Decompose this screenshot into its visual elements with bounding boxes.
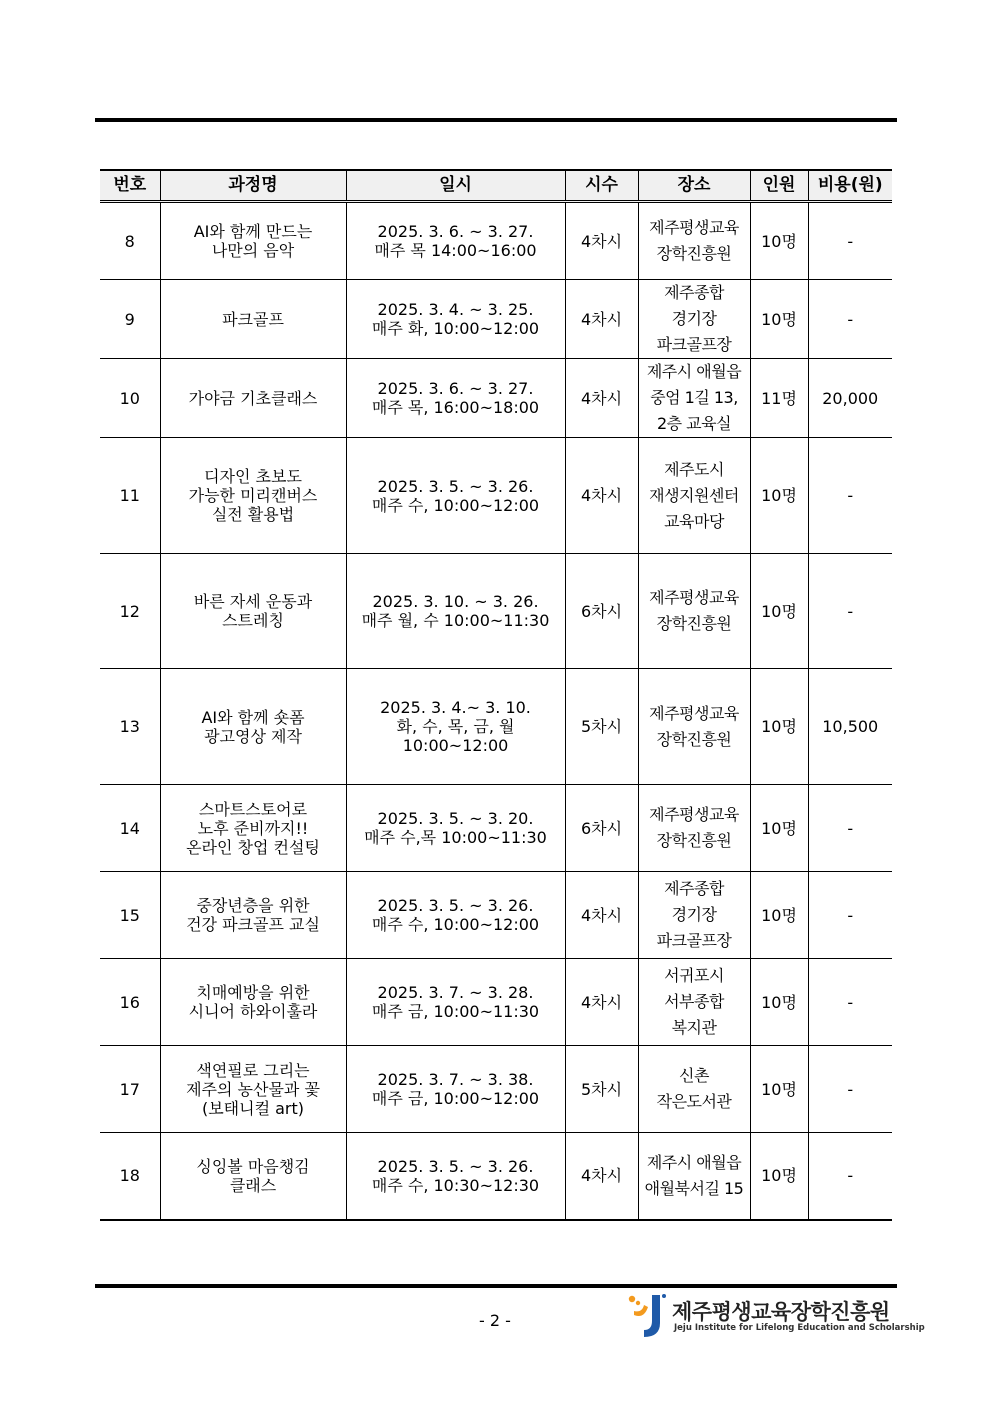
cell-place: [638, 959, 750, 1046]
header-place: 장소: [638, 170, 750, 202]
cell-course-name-lines: [164, 983, 343, 1021]
cell-capacity: 10명: [750, 785, 808, 872]
cell-schedule: [346, 359, 565, 438]
cell-place-line: 작은도서관: [656, 1092, 732, 1111]
cell-course-name-line: 시니어 하와이훌라: [188, 1002, 318, 1021]
cell-cost: -: [808, 959, 892, 1046]
cell-place-line: 서부종합: [664, 992, 724, 1011]
cell-course-name-line: 색연필로 그리는: [196, 1060, 310, 1080]
cell-schedule-line: 매주 금, 10:00~11:30: [371, 1002, 540, 1021]
cell-course-name-lines: [164, 310, 343, 329]
cell-place-line: 제주종합: [664, 879, 724, 898]
cell-schedule-line: 매주 월, 수 10:00~11:30: [361, 611, 550, 630]
cell-schedule: [346, 1046, 565, 1133]
cell-place: [638, 669, 750, 785]
cell-place-lines: [642, 802, 747, 854]
cell-capacity: 10명: [750, 669, 808, 785]
cell-course-name-line: 광고영상 제작: [204, 726, 302, 746]
cell-course-name-line: 가능한 미리캔버스: [188, 486, 318, 505]
cell-place-lines: [642, 1063, 747, 1115]
cell-capacity: 10명: [750, 280, 808, 359]
cell-schedule-line: 매주 목 14:00~16:00: [374, 241, 537, 260]
cell-course-name: [160, 1133, 346, 1220]
cell-number: 12: [100, 554, 160, 669]
cell-course-name: [160, 438, 346, 554]
cell-course-name-line: 디자인 초보도: [204, 467, 302, 486]
cell-schedule: [346, 280, 565, 359]
cell-course-name-line: 바른 자세 운동과: [193, 592, 313, 611]
cell-place-line: 장학진흥원: [656, 614, 732, 633]
table-row: [100, 959, 892, 1046]
cell-course-name-line: 노후 준비까지!!: [197, 818, 309, 838]
cell-capacity: 10명: [750, 1046, 808, 1133]
cell-place-line: 장학진흥원: [656, 831, 732, 850]
cell-hours: 4차시: [565, 959, 638, 1046]
cell-place-line: 중엄 1길 13,: [650, 388, 738, 407]
cell-hours: 4차시: [565, 359, 638, 438]
cell-schedule-lines: [350, 379, 562, 417]
cell-place: [638, 359, 750, 438]
bottom-rule: [95, 1284, 897, 1288]
cell-capacity: 10명: [750, 438, 808, 554]
cell-schedule-lines: [350, 983, 562, 1021]
cell-place: [638, 1133, 750, 1220]
cell-course-name-line: 건강 파크골프 교실: [186, 915, 320, 934]
cell-schedule-line: 매주 수, 10:00~12:00: [371, 495, 540, 515]
cell-place-line: 제주도시: [664, 459, 724, 479]
cell-course-name-lines: [164, 1157, 343, 1195]
cell-course-name-line: 실전 활용법: [211, 505, 295, 524]
cell-course-name-line: 온라인 창업 컨설팅: [186, 837, 320, 857]
cell-hours: 4차시: [565, 438, 638, 554]
cell-place-line: 교육마당: [664, 511, 724, 531]
cell-schedule-line: 2025. 3. 5. ~ 3. 26.: [377, 896, 534, 915]
cell-course-name-lines: [164, 592, 343, 630]
cell-cost: -: [808, 554, 892, 669]
cell-schedule-line: 2025. 3. 4.~ 3. 10.: [380, 698, 531, 717]
header-capacity: 인원: [750, 170, 808, 202]
table-row: [100, 280, 892, 359]
table-row: [100, 202, 892, 280]
cell-course-name-line: 중장년층을 위한: [196, 896, 310, 915]
page-number: - 2 -: [479, 1311, 511, 1330]
cell-course-name-line: 가야금 기초클래스: [188, 388, 318, 408]
cell-cost: 10,500: [808, 669, 892, 785]
cell-cost: -: [808, 438, 892, 554]
cell-place-line: 신촌: [679, 1066, 709, 1085]
cell-capacity: 10명: [750, 872, 808, 959]
cell-capacity: 10명: [750, 1133, 808, 1220]
cell-course-name: [160, 872, 346, 959]
cell-place-line: 복지관: [671, 1018, 717, 1037]
cell-schedule-line: 매주 수,목 10:00~11:30: [364, 828, 547, 847]
cell-place: [638, 872, 750, 959]
cell-schedule-line: 2025. 3. 6. ~ 3. 27.: [377, 379, 534, 398]
cell-course-name-lines: [164, 1061, 343, 1118]
cell-course-name-line: 파크골프: [222, 309, 284, 329]
cell-schedule: [346, 554, 565, 669]
cell-course-name: [160, 959, 346, 1046]
cell-number: 9: [100, 280, 160, 359]
cell-hours: 6차시: [565, 785, 638, 872]
cell-place-line: 경기장: [671, 905, 717, 924]
cell-schedule: [346, 669, 565, 785]
table-row: [100, 554, 892, 669]
cell-hours: 5차시: [565, 669, 638, 785]
cell-schedule-line: 2025. 3. 10. ~ 3. 26.: [372, 592, 539, 611]
table-row: [100, 669, 892, 785]
cell-course-name: [160, 554, 346, 669]
cell-place-line: 파크골프장: [656, 931, 732, 950]
cell-schedule-lines: [350, 592, 562, 630]
cell-cost: 20,000: [808, 359, 892, 438]
cell-number: 18: [100, 1133, 160, 1220]
cell-number: 16: [100, 959, 160, 1046]
cell-number: 15: [100, 872, 160, 959]
cell-place-line: 제주평생교육: [649, 218, 739, 237]
cell-course-name-lines: [164, 222, 343, 260]
cell-schedule-line: 2025. 3. 5. ~ 3. 20.: [377, 809, 534, 828]
cell-schedule-lines: [350, 222, 562, 260]
cell-course-name-lines: [164, 896, 343, 934]
cell-schedule-lines: [350, 896, 562, 934]
cell-place-line: 파크골프장: [656, 335, 732, 354]
cell-schedule-line: 2025. 3. 5. ~ 3. 26.: [377, 476, 534, 496]
cell-place-line: 제주시 애월읍: [646, 362, 742, 381]
cell-place: [638, 438, 750, 554]
header-number: 번호: [100, 170, 160, 202]
header-schedule: 일시: [346, 170, 565, 202]
cell-number: 8: [100, 202, 160, 280]
cell-course-name: [160, 1046, 346, 1133]
cell-place-line: 제주평생교육: [649, 805, 739, 824]
cell-schedule: [346, 959, 565, 1046]
cell-cost: -: [808, 1133, 892, 1220]
cell-schedule: [346, 438, 565, 554]
cell-schedule-line: 매주 수, 10:30~12:30: [371, 1175, 540, 1195]
table-row: [100, 1133, 892, 1220]
cell-schedule-lines: [350, 300, 562, 338]
cell-place-line: 애월북서길 15: [644, 1178, 744, 1198]
jeju-institute-logo-icon: [626, 1293, 668, 1339]
cell-course-name-line: (보태니컬 art): [201, 1098, 305, 1118]
cell-schedule-line: 2025. 3. 5. ~ 3. 26.: [377, 1156, 534, 1176]
cell-number: 11: [100, 438, 160, 554]
institute-name-english: Jeju Institute for Lifelong Education and Scholarship: [674, 1323, 925, 1333]
cell-number: 13: [100, 669, 160, 785]
cell-capacity: 10명: [750, 202, 808, 280]
cell-schedule: [346, 202, 565, 280]
cell-place-line: 경기장: [671, 309, 717, 328]
cell-schedule-line: 매주 수, 10:00~12:00: [371, 915, 540, 934]
cell-place: [638, 554, 750, 669]
cell-schedule-line: 2025. 3. 4. ~ 3. 25.: [377, 300, 534, 319]
cell-schedule-lines: [350, 809, 562, 847]
cell-number: 17: [100, 1046, 160, 1133]
cell-cost: -: [808, 280, 892, 359]
cell-place: [638, 785, 750, 872]
cell-course-name-lines: [164, 389, 343, 408]
cell-schedule-lines: [350, 698, 562, 755]
cell-hours: 4차시: [565, 1133, 638, 1220]
cell-course-name-lines: [164, 467, 343, 524]
cell-place-line: 2층 교육실: [656, 414, 732, 433]
cell-place-line: 제주시 애월읍: [646, 1152, 742, 1172]
cell-place-lines: [642, 963, 747, 1041]
cell-course-name-line: AI와 함께 만드는: [193, 222, 313, 241]
cell-place-lines: [642, 215, 747, 267]
top-rule: [95, 118, 897, 122]
header-course-name: 과정명: [160, 170, 346, 202]
cell-capacity: 10명: [750, 554, 808, 669]
cell-place: [638, 202, 750, 280]
cell-hours: 4차시: [565, 202, 638, 280]
institute-brand: [626, 1293, 925, 1341]
cell-schedule: [346, 872, 565, 959]
cell-hours: 4차시: [565, 872, 638, 959]
cell-schedule-lines: [350, 477, 562, 515]
cell-schedule-lines: [350, 1157, 562, 1195]
cell-cost: -: [808, 1046, 892, 1133]
cell-course-name-line: 스마트스토어로: [198, 799, 308, 819]
cell-place-line: 제주종합: [664, 283, 724, 302]
cell-number: 14: [100, 785, 160, 872]
institute-name: 제주평생교육장학진흥원: [672, 1300, 890, 1324]
cell-place-line: 제주평생교육: [649, 703, 739, 723]
table-row: [100, 872, 892, 959]
table-header-row: [100, 170, 892, 202]
header-hours: 시수: [565, 170, 638, 202]
cell-course-name: [160, 359, 346, 438]
cell-place: [638, 1046, 750, 1133]
cell-place-lines: [642, 359, 747, 437]
cell-hours: 5차시: [565, 1046, 638, 1133]
cell-cost: -: [808, 872, 892, 959]
cell-hours: 6차시: [565, 554, 638, 669]
table-row: [100, 359, 892, 438]
cell-course-name-line: 치매예방을 위한: [196, 983, 310, 1002]
table-row: [100, 1046, 892, 1133]
cell-place-line: 재생지원센터: [649, 485, 739, 505]
cell-place-lines: [642, 280, 747, 358]
cell-course-name: [160, 785, 346, 872]
cell-place-lines: [642, 457, 747, 535]
cell-course-name-line: AI와 함께 숏폼: [201, 707, 305, 727]
course-table: [100, 169, 892, 1221]
cell-course-name-line: 싱잉볼 마음챙김: [196, 1156, 310, 1176]
cell-course-name: [160, 669, 346, 785]
cell-cost: -: [808, 785, 892, 872]
cell-schedule-line: 2025. 3. 7. ~ 3. 28.: [377, 983, 534, 1002]
table-row: [100, 438, 892, 554]
cell-place-lines: [642, 585, 747, 637]
cell-cost: -: [808, 202, 892, 280]
cell-place-lines: [642, 701, 747, 753]
cell-hours: 4차시: [565, 280, 638, 359]
cell-course-name-lines: [164, 708, 343, 746]
cell-schedule-line: 2025. 3. 6. ~ 3. 27.: [377, 222, 534, 241]
cell-place-lines: [642, 1150, 747, 1202]
cell-place-line: 서귀포시: [664, 966, 724, 985]
cell-schedule-line: 화, 수, 목, 금, 월: [396, 717, 515, 736]
table-body: [100, 202, 892, 1220]
cell-place: [638, 280, 750, 359]
cell-schedule-line: 매주 화, 10:00~12:00: [371, 319, 540, 338]
cell-schedule-line: 2025. 3. 7. ~ 3. 38.: [377, 1070, 534, 1089]
cell-course-name-line: 제주의 농산물과 꽃: [186, 1079, 320, 1099]
cell-course-name-line: 클래스: [229, 1175, 277, 1195]
cell-capacity: 11명: [750, 359, 808, 438]
cell-place-line: 장학진흥원: [656, 729, 732, 749]
cell-course-name-line: 나만의 음악: [211, 241, 295, 260]
cell-schedule-lines: [350, 1070, 562, 1108]
cell-course-name-line: 스트레칭: [222, 611, 284, 630]
cell-schedule: [346, 1133, 565, 1220]
cell-number: 10: [100, 359, 160, 438]
cell-schedule-line: 매주 목, 16:00~18:00: [371, 398, 540, 417]
table-row: [100, 785, 892, 872]
cell-place-line: 제주평생교육: [649, 588, 739, 607]
cell-course-name: [160, 202, 346, 280]
cell-schedule: [346, 785, 565, 872]
cell-course-name-lines: [164, 800, 343, 857]
cell-capacity: 10명: [750, 959, 808, 1046]
cell-schedule-line: 10:00~12:00: [402, 736, 509, 755]
header-cost: 비용(원): [808, 170, 892, 202]
cell-place-lines: [642, 876, 747, 954]
cell-place-line: 장학진흥원: [656, 244, 732, 263]
cell-schedule-line: 매주 금, 10:00~12:00: [371, 1089, 540, 1108]
cell-course-name: [160, 280, 346, 359]
